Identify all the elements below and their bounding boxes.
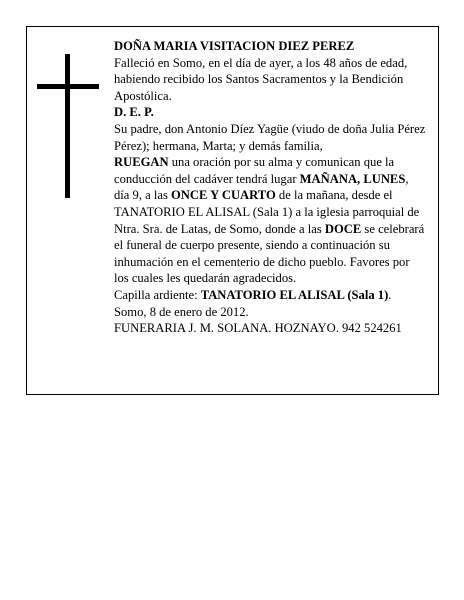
chapel-line: Capilla ardiente: TANATORIO EL ALISAL (Sala 1). <box>114 287 392 302</box>
family-line: Su padre, don Antonio Díez Yagüe (viudo de doña Julia Pérez Pérez); hermana, Marta; y demás familia, <box>114 121 426 153</box>
day-emphasis: MAÑANA, LUNES <box>299 171 406 186</box>
funeral-home-info: FUNERARIA J. M. SOLANA. HOZNAYO. 942 524261 <box>114 321 402 336</box>
funeral-time-emphasis: DOCE <box>324 221 362 236</box>
cross-vertical-bar <box>65 54 70 198</box>
funeral-request: RUEGAN una oración por su alma y comunican que la conducción del cadáver tendrá lugar MAÑANA, LUNES, día 9, a las ONCE Y CUARTO de la mañana, desde el TANATORIO EL ALISAL (Sala 1) a la iglesia parroquial de Ntra. Sra. de Latas, de Somo, donde a las DOCE se celebrará el funeral de cuerpo presente, siendo a continuación su inhumación en el cementerio de dicho pueblo. Favores por los cuales les quedarán agradecidos. <box>114 155 425 286</box>
obituary-text <box>114 38 426 337</box>
time-emphasis: ONCE Y CUARTO <box>171 188 276 203</box>
dep-line: D. E. P. <box>114 105 154 120</box>
cross-icon <box>37 54 99 198</box>
chapel-name: TANATORIO EL ALISAL (Sala 1) <box>200 287 389 302</box>
cross-horizontal-bar <box>37 84 99 89</box>
death-announcement: Falleció en Somo, en el día de ayer, a los 48 años de edad, habiendo recibido los Santos Sacramentos y la Bendición Apostólica. <box>114 55 408 103</box>
ruegan-word: RUEGAN <box>114 155 169 170</box>
place-date: Somo, 8 de enero de 2012. <box>114 304 249 319</box>
deceased-name: DOÑA MARIA VISITACION DIEZ PEREZ <box>114 39 355 53</box>
